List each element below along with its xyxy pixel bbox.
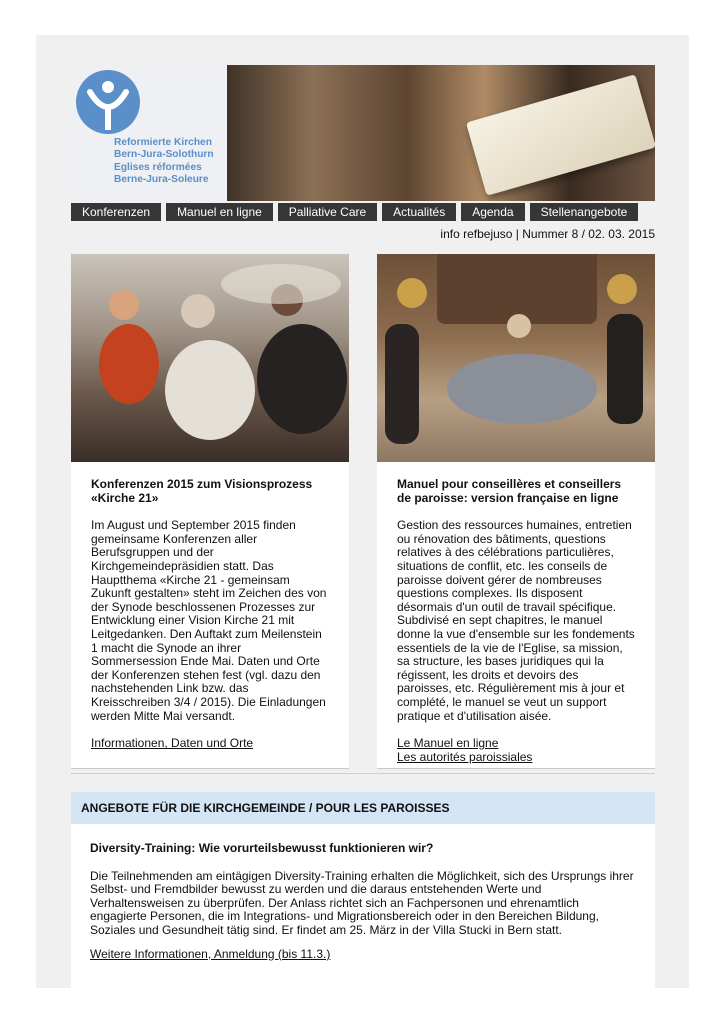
church-circle-photo — [377, 254, 655, 462]
section-heading: ANGEBOTE FÜR DIE KIRCHGEMEINDE / POUR LES PAROISSES — [71, 792, 655, 824]
article-card-konferenzen — [71, 254, 349, 769]
nav-item-konferenzen[interactable]: Konferenzen — [71, 203, 161, 221]
newsletter-content — [71, 65, 655, 1004]
card-title: Manuel pour conseillères et conseillers de paroisse: version française en ligne — [397, 477, 622, 505]
logo-line: Bern-Jura-Solothurn — [114, 149, 214, 161]
nav-item-manuel[interactable]: Manuel en ligne — [166, 203, 273, 221]
logo-line: Berne-Jura-Soleure — [114, 173, 209, 185]
link-manuel-en-ligne[interactable]: Le Manuel en ligne — [397, 736, 499, 751]
link-weitere-informationen[interactable]: Weitere Informationen, Anmeldung (bis 11.3.) — [90, 946, 331, 961]
conference-photo — [71, 254, 349, 462]
nav-item-palliative-care[interactable]: Palliative Care — [278, 203, 377, 221]
nav-item-agenda[interactable]: Agenda — [461, 203, 524, 221]
section-article-title: Diversity-Training: Wie vorurteilsbewusst funktionieren wir? — [90, 841, 434, 855]
link-autorites-paroissiales[interactable]: Les autorités paroissiales — [397, 749, 533, 764]
card-title: Konferenzen 2015 zum Visionsprozess «Kirche 21» — [91, 477, 313, 505]
card-text: Gestion des ressources humaines, entretien ou rénovation des bâtiments, questions relatives à des célébrations particulières, situations de conflit, etc. les conseils de paroisse doivent gérer de nombreuses questions complexes. Ils disposent désormais d'un outil de travail spécifique. Subdivisé en sept chapitres, le manuel donne la vue d'ensemble sur les fondements essentiels de la vie de l'Eglise, sa mission, sa structure, les bases juridiques qui la régissent, les droits et devoirs des paroisses, etc. Régulièrement mis à jour et complété, le manuel se veut un support pratique et d'utilisation aisée. — [397, 518, 635, 723]
nav-item-actualites[interactable]: Actualités — [382, 203, 456, 221]
header-banner — [71, 65, 655, 201]
logo-symbol-icon — [76, 70, 140, 134]
article-cards — [71, 254, 655, 769]
logo[interactable] — [71, 65, 227, 201]
card-text: Im August und September 2015 finden gemeinsame Konferenzen aller Berufsgruppen und der Kirchgemeindepräsidien statt. Das Hauptthema «Kirche 21 - gemeinsam Zukunft gestalten» steht im Zeichen des von der Synode beschlossenen Prozesses zur Entwicklung einer Vision Kirche 21 mit Leitgedanken. Den Auftakt zum Meilenstein 1 macht die Synode an ihrer Sommersession Ende Mai. Daten und Orte der Konferenzen stehen fest (vgl. dazu den nachstehenden Link bzw. das Kreisschreiben 3/4 / 2015). Die Einladungen werden Mitte Mai versandt. — [91, 518, 327, 723]
article-card-manuel — [377, 254, 655, 769]
logo-text — [114, 137, 226, 186]
hymn-book-image — [466, 74, 655, 196]
logo-line: Eglises réformées — [114, 161, 202, 173]
issue-info: info refbejuso | Nummer 8 / 02. 03. 2015 — [440, 227, 655, 241]
nav-item-stellenangebote[interactable]: Stellenangebote — [530, 203, 639, 221]
section-article-text: Die Teilnehmenden am eintägigen Diversity-Training erhalten die Möglichkeit, sich des Ursprungs ihrer Selbst- und Fremdbilder bewusst zu werden und die daraus entstehenden Werte und Verhaltensweisen zu überprüfen. Der Anlass richtet sich an Fachpersonen und ehrenamtlich engagierte Personen, die im Integrations- und Migrationsbereich oder in den Bereichen Bildung, Soziales und Gesundheit tätig sind. Er findet am 25. März in der Villa Stucki in Bern statt. — [90, 868, 634, 937]
link-informationen[interactable]: Informationen, Daten und Orte — [91, 736, 254, 751]
main-navigation — [71, 203, 655, 221]
logo-line: Reformierte Kirchen — [114, 137, 212, 148]
divider — [71, 773, 655, 774]
header-photo — [227, 65, 655, 201]
section-article — [71, 824, 655, 1004]
